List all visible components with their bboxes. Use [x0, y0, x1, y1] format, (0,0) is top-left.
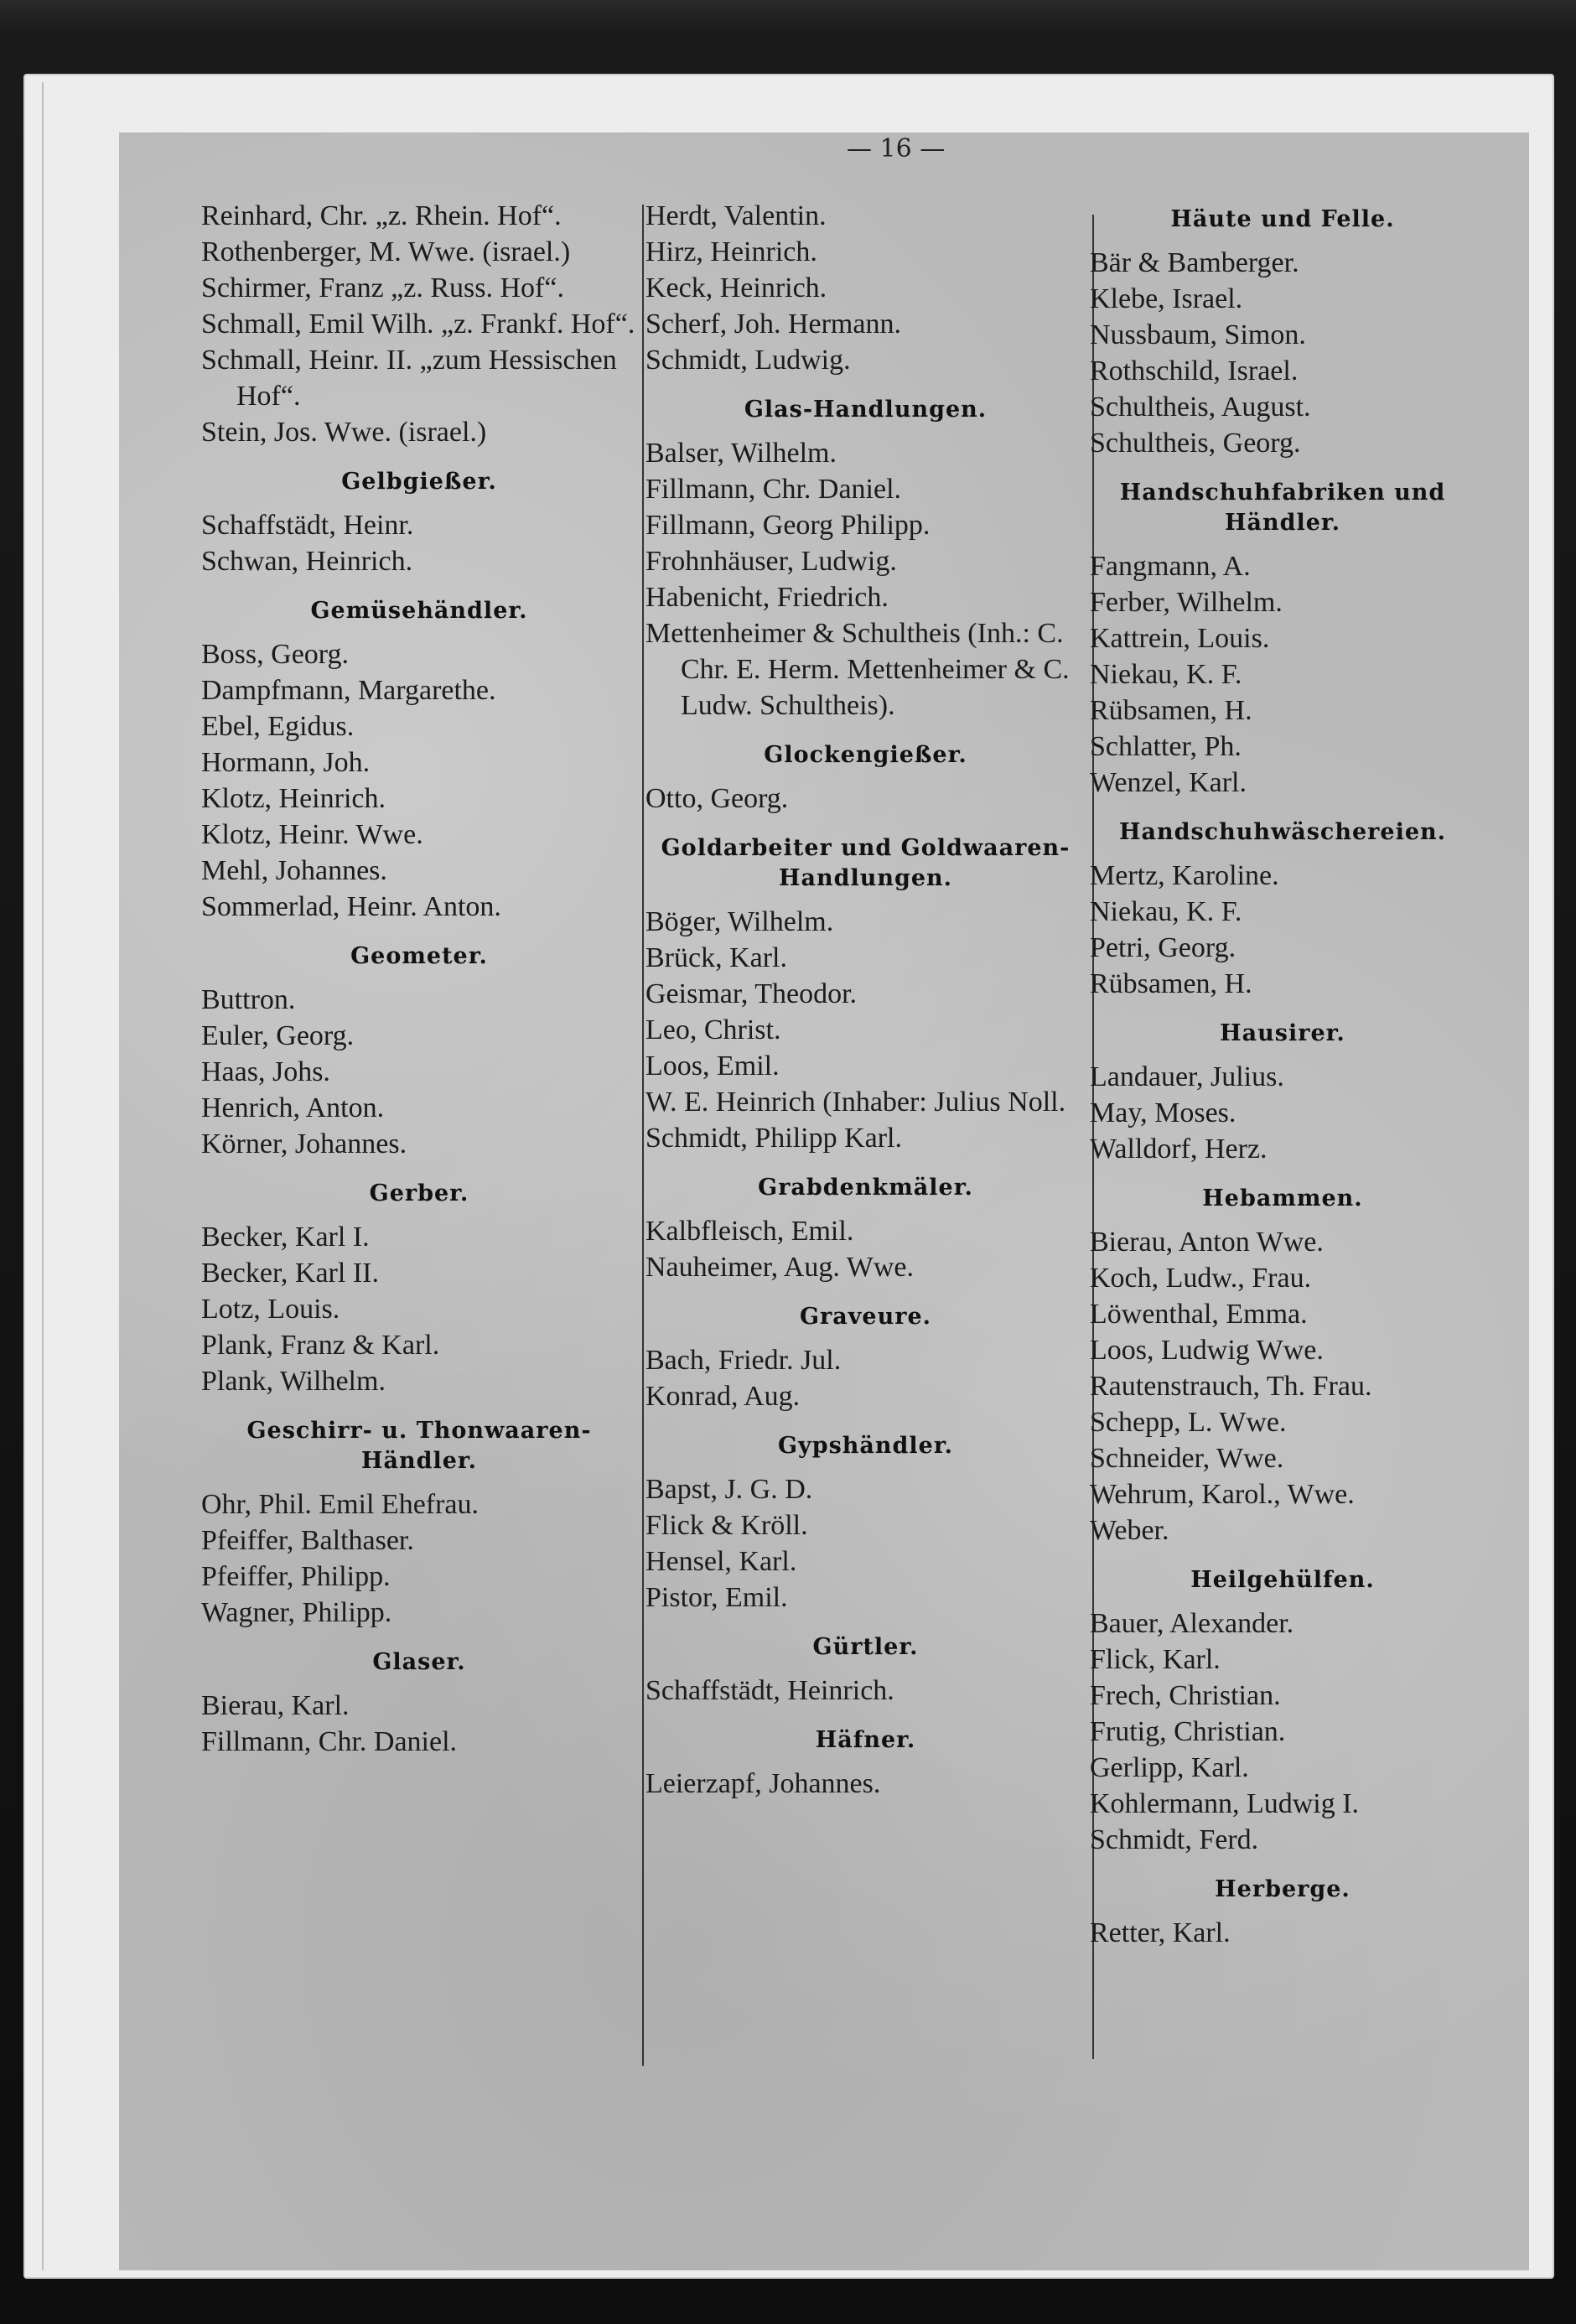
list-item: Kohlermann, Ludwig I. [1090, 1788, 1360, 1819]
section-heading: Goldarbeiter und Goldwaaren-Handlungen. [661, 835, 1071, 891]
list-item: Klebe, Israel. [1090, 283, 1243, 314]
list-item: Walldorf, Herz. [1090, 1133, 1268, 1165]
list-item: Pfeiffer, Balthaser. [201, 1525, 414, 1556]
list-item: Schwan, Heinrich. [201, 546, 413, 577]
list-item: Schirmer, Franz „z. Russ. Hof“. [201, 272, 564, 303]
list-item: Hirz, Heinrich. [645, 236, 817, 267]
section-heading: Häfner. [815, 1727, 916, 1753]
list-item: Dampfmann, Margarethe. [201, 675, 496, 706]
section-continued-1 [201, 198, 637, 450]
list-item: Keck, Heinrich. [645, 272, 827, 303]
list-item: Schepp, L. Wwe. [1090, 1407, 1287, 1438]
section-heading: Gelbgießer. [341, 469, 497, 495]
list-item: Leierzapf, Johannes. [645, 1768, 881, 1799]
list-item: Rothenberger, M. Wwe. (israel.) [201, 236, 571, 267]
list-item: Wenzel, Karl. [1090, 767, 1247, 798]
list-item: Schaffstädt, Heinr. [201, 510, 414, 541]
list-item: Weber. [1090, 1515, 1169, 1546]
list-item: Reinhard, Chr. „z. Rhein. Hof“. [201, 200, 562, 231]
list-item: May, Moses. [1090, 1097, 1236, 1128]
list-item: Bach, Friedr. Jul. [645, 1345, 842, 1376]
list-item: Schmall, Heinr. II. „zum Hessischen Hof“. [201, 345, 617, 412]
list-item: Herdt, Valentin. [645, 200, 827, 231]
column-rule-left [642, 205, 644, 2066]
list-item: Lotz, Louis. [201, 1294, 340, 1325]
section-heading: Handschuhwäschereien. [1118, 819, 1447, 845]
section-heading: Gypshändler. [777, 1433, 954, 1459]
list-item: Gerlipp, Karl. [1090, 1752, 1249, 1783]
list-item: Mettenheimer & Schultheis (Inh.: C. Chr. E. Herm. Mettenheimer & C. Ludw. Schultheis). [645, 618, 1070, 721]
list-item: Euler, Georg. [201, 1020, 355, 1051]
list-item: Klotz, Heinr. Wwe. [201, 819, 423, 850]
list-item: Nussbaum, Simon. [1090, 319, 1306, 350]
list-item: Retter, Karl. [1090, 1917, 1231, 1948]
section-heading: Hausirer. [1220, 1020, 1345, 1046]
list-item: Bierau, Anton Wwe. [1090, 1227, 1324, 1258]
section-heading: Glockengießer. [764, 742, 967, 768]
list-item: Frutig, Christian. [1090, 1716, 1286, 1747]
column-2 [645, 198, 1086, 1802]
list-item: Fillmann, Chr. Daniel. [201, 1726, 458, 1757]
list-item: Schultheis, August. [1090, 392, 1311, 423]
list-item: Schmidt, Philipp Karl. [645, 1123, 902, 1154]
page-number: — 16 — [847, 134, 946, 163]
list-item: Pistor, Emil. [645, 1582, 788, 1613]
list-item: Sommerlad, Heinr. Anton. [201, 891, 501, 922]
section-heading: Herberge. [1215, 1876, 1350, 1902]
list-item: Geismar, Theodor. [645, 978, 858, 1009]
section-heading: Gemüsehändler. [310, 598, 528, 624]
section-heading: Geometer. [350, 943, 488, 969]
list-item: Landauer, Julius. [1090, 1061, 1284, 1092]
list-item: Bauer, Alexander. [1090, 1608, 1294, 1639]
list-item: Brück, Karl. [645, 942, 788, 973]
list-item: Konrad, Aug. [645, 1381, 801, 1412]
list-item: Haas, Johs. [201, 1056, 330, 1087]
section-heading: Graveure. [799, 1304, 932, 1330]
list-item: Becker, Karl I. [201, 1222, 370, 1253]
section-heading: Glas-Handlungen. [744, 397, 988, 423]
list-item: Bierau, Karl. [201, 1690, 350, 1721]
list-item: Löwenthal, Emma. [1090, 1299, 1308, 1330]
list-item: Schlatter, Ph. [1090, 731, 1242, 762]
list-item: Rübsamen, H. [1090, 968, 1252, 999]
section-heading: Geschirr- u. Thonwaaren-Händler. [246, 1418, 592, 1474]
list-item: Otto, Georg. [645, 783, 789, 814]
list-item: Hormann, Joh. [201, 747, 371, 778]
list-item: Pfeiffer, Philipp. [201, 1561, 391, 1592]
list-item: Koch, Ludw., Frau. [1090, 1263, 1312, 1294]
list-item: Loos, Ludwig Wwe. [1090, 1335, 1324, 1366]
list-item: Ferber, Wilhelm. [1090, 587, 1283, 618]
list-item: Wehrum, Karol., Wwe. [1090, 1479, 1355, 1510]
list-item: Schmidt, Ludwig. [645, 345, 851, 376]
list-item: Körner, Johannes. [201, 1128, 407, 1159]
list-item: Klotz, Heinrich. [201, 783, 386, 814]
list-item: Leo, Christ. [645, 1014, 781, 1045]
section-heading: Heilgehülfen. [1190, 1567, 1375, 1593]
list-item: Bapst, J. G. D. [645, 1474, 813, 1505]
list-item: Böger, Wilhelm. [645, 906, 834, 937]
section-heading: Glaser. [372, 1649, 466, 1675]
list-item: Niekau, K. F. [1090, 896, 1242, 927]
list-item: Balser, Wilhelm. [645, 438, 837, 469]
list-item: Becker, Karl II. [201, 1258, 379, 1289]
list-item: Petri, Georg. [1090, 932, 1236, 963]
list-item: Mehl, Johannes. [201, 855, 387, 886]
list-item: Schultheis, Georg. [1090, 428, 1301, 459]
list-item: Flick, Karl. [1090, 1644, 1221, 1675]
list-item: Schneider, Wwe. [1090, 1443, 1284, 1474]
list-item: Nauheimer, Aug. Wwe. [645, 1252, 914, 1283]
list-item: Kattrein, Louis. [1090, 623, 1270, 654]
list-item: Flick & Kröll. [645, 1510, 808, 1541]
list-item: Frech, Christian. [1090, 1680, 1281, 1711]
list-item: Buttron. [201, 984, 296, 1015]
list-item: Schaffstädt, Heinrich. [645, 1675, 894, 1706]
list-item: Rothschild, Israel. [1090, 355, 1299, 386]
list-item: Plank, Wilhelm. [201, 1366, 386, 1397]
list-item: Fangmann, A. [1090, 551, 1251, 582]
list-item: Fillmann, Georg Philipp. [645, 510, 931, 541]
list-item: Ohr, Phil. Emil Ehefrau. [201, 1489, 480, 1520]
list-item: Fillmann, Chr. Daniel. [645, 474, 902, 505]
list-item: Niekau, K. F. [1090, 659, 1242, 690]
list-item: Ebel, Egidus. [201, 711, 355, 742]
list-item: Schmidt, Ferd. [1090, 1824, 1259, 1855]
list-item: Habenicht, Friedrich. [645, 582, 889, 613]
column-3 [1090, 198, 1475, 1951]
section-heading: Handschuhfabriken und Händler. [1119, 480, 1446, 536]
section-heading: Gürtler. [812, 1634, 919, 1660]
list-item: Wagner, Philipp. [201, 1597, 392, 1628]
list-item: Scherf, Joh. Hermann. [645, 309, 901, 340]
section-heading: Hebammen. [1202, 1185, 1363, 1211]
list-item: Kalbfleisch, Emil. [645, 1216, 854, 1247]
section-heading: Häute und Felle. [1170, 206, 1395, 232]
list-item: Henrich, Anton. [201, 1092, 385, 1123]
column-1 [201, 198, 637, 1760]
list-item: Rübsamen, H. [1090, 695, 1252, 726]
list-item: W. E. Heinrich (Inhaber: Julius Noll. [645, 1087, 1066, 1118]
list-item: Plank, Franz & Karl. [201, 1330, 440, 1361]
list-item: Loos, Emil. [645, 1050, 780, 1082]
section-heading: Gerber. [369, 1180, 469, 1206]
list-item: Rautenstrauch, Th. Frau. [1090, 1371, 1372, 1402]
list-item: Boss, Georg. [201, 639, 349, 670]
list-item: Frohnhäuser, Ludwig. [645, 546, 897, 577]
list-item: Stein, Jos. Wwe. (israel.) [201, 417, 487, 448]
list-item: Bär & Bamberger. [1090, 247, 1299, 278]
list-item: Schmall, Emil Wilh. „z. Frankf. Hof“. [201, 309, 635, 340]
section-heading: Grabdenkmäler. [758, 1175, 973, 1201]
list-item: Mertz, Karoline. [1090, 860, 1279, 891]
list-item: Hensel, Karl. [645, 1546, 797, 1577]
